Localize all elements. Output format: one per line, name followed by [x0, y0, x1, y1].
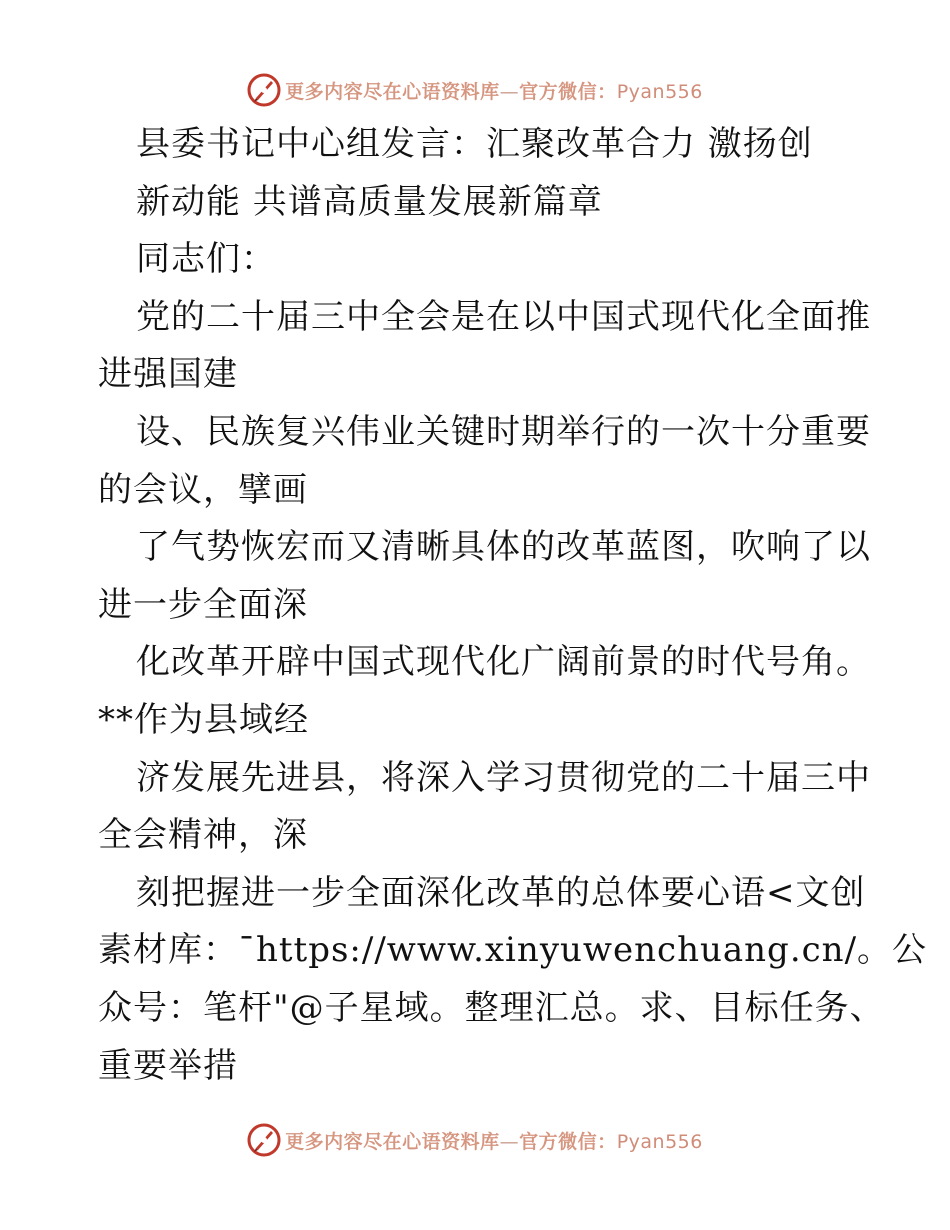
paragraph-line: 全会精神，深	[98, 815, 308, 856]
paragraph-line: 进强国建	[98, 354, 238, 395]
paragraph-line: 的会议，擘画	[98, 469, 308, 510]
banner-dash: —	[499, 80, 520, 103]
banner-slogan: 更多内容尽在心语资料库	[285, 80, 500, 103]
banner-text	[285, 77, 703, 104]
paragraph-line: 进一步全面深	[98, 584, 308, 625]
quill-pen-logo-icon	[247, 1123, 281, 1157]
paragraph-line: 化改革开辟中国式现代化广阔前景的时代号角。	[136, 642, 871, 683]
banner-text	[285, 1127, 703, 1154]
paragraph-line: 刻把握进一步全面深化改革的总体要心语<文创	[136, 872, 866, 913]
paragraph-line: **作为县域经	[98, 699, 309, 740]
document-body	[98, 116, 928, 1095]
paragraph-line: 重要举措	[98, 1045, 238, 1086]
paragraph-line: 济发展先进县，将深入学习贯彻党的二十届三中	[136, 757, 871, 798]
title-line-1: 县委书记中心组发言：汇聚改革合力 激扬创	[136, 124, 813, 164]
paragraph-line: 设、民族复兴伟业关键时期举行的一次十分重要	[136, 411, 871, 452]
banner-slogan: 更多内容尽在心语资料库	[285, 1130, 500, 1153]
banner-dash: —	[499, 1130, 520, 1153]
title-line-2: 新动能 共谱高质量发展新篇章	[136, 181, 603, 222]
salutation: 同志们：	[136, 239, 276, 280]
header-banner	[0, 70, 950, 110]
banner-wechat-label: 官方微信：	[519, 1130, 617, 1153]
paragraph-line: 素材库：¯https://www.xinyuwenchuang.cn/。公	[98, 930, 928, 971]
banner-wechat-label: 官方微信：	[519, 80, 617, 103]
banner-wechat-handle: Pyan556	[616, 1130, 703, 1153]
quill-pen-logo-icon	[247, 73, 281, 107]
banner-wechat-handle: Pyan556	[616, 80, 703, 103]
paragraph-line: 了气势恢宏而又清晰具体的改革蓝图，吹响了以	[136, 527, 871, 568]
paragraph-line: 众号：笔杆"@子星域。整理汇总。求、目标任务、	[98, 987, 885, 1028]
footer-banner	[0, 1120, 950, 1160]
paragraph-line: 党的二十届三中全会是在以中国式现代化全面推	[136, 296, 871, 337]
